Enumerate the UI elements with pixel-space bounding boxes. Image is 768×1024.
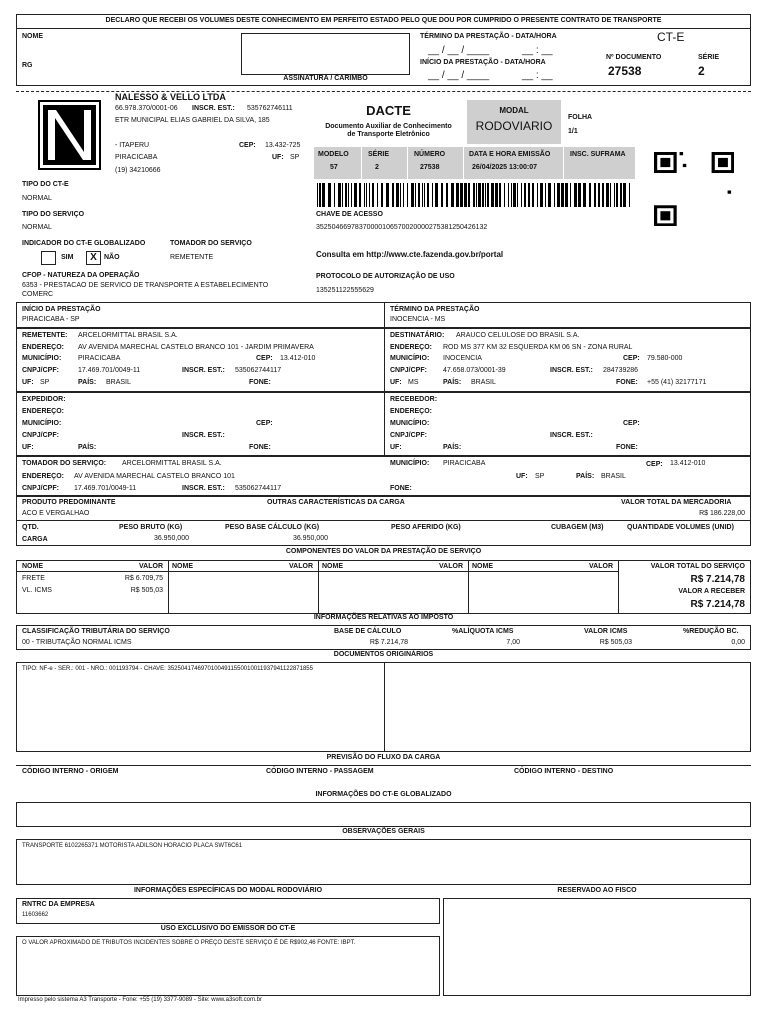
cte-label: CT-E xyxy=(657,30,685,44)
remetente-uf: SP xyxy=(40,379,50,386)
dacte-serie-value: 2 xyxy=(375,164,379,171)
remetente-uf-label: UF: xyxy=(22,379,34,386)
componentes-title: COMPONENTES DO VALOR DA PRESTAÇÃO DE SERVIÇO xyxy=(285,548,482,555)
divider xyxy=(16,765,751,766)
qtd-carga-label: CARGA xyxy=(22,536,48,543)
modal-value: RODOVIARIO xyxy=(475,119,553,133)
remetente-cnpj: 17.469.701/0049-11 xyxy=(78,367,141,374)
comp-valor-header-2: VALOR xyxy=(289,563,313,570)
company-logo xyxy=(38,100,101,170)
tomador-ie: 535062744117 xyxy=(235,485,282,492)
delivery-start-time[interactable]: __ : __ xyxy=(522,70,553,81)
divider xyxy=(384,328,385,392)
valor-icms: R$ 505,03 xyxy=(599,639,632,646)
tomador-cnpj: 17.469.701/0049-11 xyxy=(74,485,137,492)
valor-total-label: VALOR TOTAL DO SERVIÇO xyxy=(650,563,745,570)
rntrc-label: RNTRC DA EMPRESA xyxy=(22,901,95,908)
base-calculo-label: BASE DE CÁLCULO xyxy=(334,628,402,635)
company-address-2: - ITAPERU xyxy=(115,142,150,149)
receipt-name-label: NOME xyxy=(22,33,43,40)
peso-aferido-label: PESO AFERIDO (KG) xyxy=(391,524,461,531)
remetente-municipio: PIRACICABA xyxy=(78,355,121,362)
company-city: PIRACICABA xyxy=(115,154,158,161)
rntrc-value: 11603662 xyxy=(22,912,49,918)
tomador-uf-label: UF: xyxy=(516,473,528,480)
delivery-end-date[interactable]: __ / __ / ____ xyxy=(428,45,490,56)
remetente-pais-label: PAÍS: xyxy=(78,379,97,386)
comp-nome-header-4: NOME xyxy=(472,563,493,570)
documentos-title: DOCUMENTOS ORIGINÁRIOS xyxy=(333,651,434,658)
remetente-municipio-label: MUNICÍPIO: xyxy=(22,355,62,362)
folha-label: FOLHA xyxy=(568,114,593,121)
divider xyxy=(16,571,618,572)
destinatario-cnpj: 47.658.073/0001-39 xyxy=(443,367,506,374)
termino-prestacao-value: INOCENCIA - MS xyxy=(390,316,446,323)
recebedor-fone-label: FONE: xyxy=(616,444,638,451)
signature-label: ASSINATURA / CARIMBO xyxy=(283,75,368,82)
tomador-fone-label: FONE: xyxy=(390,485,412,492)
fluxo-title: PREVISÃO DO FLUXO DA CARGA xyxy=(326,754,441,761)
comp-frete-value: R$ 6.709,75 xyxy=(124,575,163,582)
comp-icms-name: VL. ICMS xyxy=(22,587,52,594)
signature-box[interactable] xyxy=(241,33,410,75)
numero-label: NÚMERO xyxy=(414,151,446,158)
company-cep-label: CEP: xyxy=(239,142,256,149)
codigo-destino-label: CÓDIGO INTERNO - DESTINO xyxy=(514,768,614,775)
destinatario-pais-label: PAÍS: xyxy=(443,379,462,386)
tomador-ie-label: INSCR. EST.: xyxy=(182,485,225,492)
tomador-cnpj-label: CNPJ/CPF: xyxy=(22,485,59,492)
remetente-cep: 13.412-010 xyxy=(280,355,316,362)
comp-valor-header-4: VALOR xyxy=(589,563,613,570)
classificacao-value: 00 - TRIBUTAÇÃO NORMAL ICMS xyxy=(22,639,132,646)
globalizado-title: INFORMAÇÕES DO CT-E GLOBALIZADO xyxy=(315,791,452,798)
reducao: 0,00 xyxy=(731,639,745,646)
sim-label: SIM xyxy=(61,254,74,261)
divider xyxy=(384,392,385,456)
qtd-volumes-label: QUANTIDADE VOLUMES (UNID) xyxy=(627,524,734,531)
destinatario-uf-label: UF: xyxy=(390,379,402,386)
divider xyxy=(384,302,385,328)
recebedor-pais-label: PAÍS: xyxy=(443,444,462,451)
modal-label: MODAL xyxy=(499,106,529,115)
remetente-ie-label: INSCR. EST.: xyxy=(182,367,225,374)
destinatario-ie: 284739286 xyxy=(603,367,639,374)
delivery-start-date[interactable]: __ / __ / ____ xyxy=(428,70,490,81)
destinatario-municipio: INOCENCIA xyxy=(443,355,482,362)
comp-valor-header-3: VALOR xyxy=(439,563,463,570)
observacoes-title: OBSERVAÇÕES GERAIS xyxy=(342,828,425,835)
outras-carac-label: OUTRAS CARACTERÍSTICAS DA CARGA xyxy=(267,499,405,506)
peso-base: 36.950,000 xyxy=(292,535,328,542)
produto-label: PRODUTO PREDOMINANTE xyxy=(22,499,116,506)
emissao-label: DATA E HORA EMISSÃO xyxy=(469,151,551,158)
divider xyxy=(16,28,751,29)
recebedor-municipio-label: MUNICÍPIO: xyxy=(390,420,430,427)
numero-value: 27538 xyxy=(420,164,440,171)
destinatario-uf: MS xyxy=(408,379,419,386)
delivery-start-label: INÍCIO DA PRESTAÇÃO - DATA/HORA xyxy=(420,59,546,66)
divider xyxy=(618,560,619,614)
tipo-servico-label: TIPO DO SERVIÇO xyxy=(22,211,85,218)
rodoviario-title: INFORMAÇÕES ESPECÍFICAS DO MODAL RODOVIÁRIO xyxy=(133,887,323,894)
emissao-value: 26/04/2025 13:00:07 xyxy=(472,164,537,171)
destinatario-endereco-label: ENDEREÇO: xyxy=(390,344,433,351)
remetente-endereco: AV AVENIDA MARECHAL CASTELO BRANCO 101 - JARDIM PRIMAVERA xyxy=(78,344,314,351)
expedidor-cep-label: CEP: xyxy=(256,420,273,427)
tomador-value: REMETENTE xyxy=(170,254,214,261)
recebedor-endereco-label: ENDEREÇO: xyxy=(390,408,433,415)
tomador-municipio-label: MUNICÍPIO: xyxy=(390,460,430,467)
fisco-title: RESERVADO AO FISCO xyxy=(557,887,637,894)
receipt-rg-label: RG xyxy=(22,62,33,69)
divider xyxy=(468,560,469,614)
expedidor-fone-label: FONE: xyxy=(249,444,271,451)
tomador-pais-label: PAÍS: xyxy=(576,473,595,480)
remetente-endereco-label: ENDEREÇO: xyxy=(22,344,65,351)
company-ie: 535762746111 xyxy=(247,105,293,112)
remetente-fone-label: FONE: xyxy=(249,379,271,386)
company-name: NALESSO & VELLO LTDA xyxy=(115,92,226,102)
destinatario-fone-label: FONE: xyxy=(616,379,638,386)
delivery-end-time[interactable]: __ : __ xyxy=(522,45,553,56)
codigo-passagem-label: CÓDIGO INTERNO - PASSAGEM xyxy=(266,768,374,775)
remetente-cep-label: CEP: xyxy=(256,355,273,362)
indicador-label: INDICADOR DO CT-E GLOBALIZADO xyxy=(22,240,146,247)
peso-bruto-label: PESO BRUTO (KG) xyxy=(119,524,183,531)
destinatario-endereco: ROD MS 377 KM 32 ESQUERDA KM 06 SN - ZONA RURAL xyxy=(443,344,633,351)
chave-label: CHAVE DE ACESSO xyxy=(316,211,383,218)
serie-value: 2 xyxy=(698,64,705,78)
destinatario-municipio-label: MUNICÍPIO: xyxy=(390,355,430,362)
cubagem-label: CUBAGEM (M3) xyxy=(551,524,604,531)
recebedor-uf-label: UF: xyxy=(390,444,402,451)
recebedor-cnpj-label: CNPJ/CPF: xyxy=(390,432,427,439)
nao-label: NÃO xyxy=(104,254,120,261)
destinatario-name: ARAUCO CELULOSE DO BRASIL S.A. xyxy=(456,332,580,339)
chave-value[interactable]: 35250466978370000106570020000275381250426132 xyxy=(316,224,488,231)
tomador-servico-name: ARCELORMITTAL BRASIL S.A. xyxy=(122,460,222,467)
company-cnpj: 66.978.370/0001-06 xyxy=(115,105,178,112)
observacoes-text: TRANSPORTE 6102265371 MOTORISTA ADILSON HORACIO PLACA SWT6C61 xyxy=(22,843,243,849)
dacte-subtitle-1: Documento Auxiliar de Conhecimento xyxy=(325,123,452,130)
cfop-value-1: 6353 - PRESTACAO DE SERVICO DE TRANSPORTE A ESTABELECIMENTO xyxy=(22,282,269,289)
divider xyxy=(16,520,751,521)
divider xyxy=(384,662,385,752)
peso-bruto: 36.950,000 xyxy=(153,535,189,542)
divider xyxy=(168,560,169,614)
footer-text: Impresso pelo sistema A3 Transporte - Fone: +55 (19) 3377-9089 - Site: www.a3soft.com.br xyxy=(18,997,262,1003)
sim-checkbox[interactable] xyxy=(41,251,56,265)
recebedor-cep-label: CEP: xyxy=(623,420,640,427)
tomador-municipio: PIRACICABA xyxy=(443,460,486,467)
inicio-prestacao-label: INÍCIO DA PRESTAÇÃO xyxy=(22,306,101,313)
comp-nome-header-1: NOME xyxy=(22,563,43,570)
expedidor-pais-label: PAÍS: xyxy=(78,444,97,451)
modelo-value: 57 xyxy=(330,164,338,171)
aliquota: 7,00 xyxy=(506,639,520,646)
company-cep: 13.432-725 xyxy=(265,142,301,149)
tomador-endereco: AV AVENIDA MARECHAL CASTELO BRANCO 101 xyxy=(74,473,235,480)
expedidor-label: EXPEDIDOR: xyxy=(22,396,66,403)
protocolo-label: PROTOCOLO DE AUTORIZAÇÃO DE USO xyxy=(316,273,455,280)
comp-valor-header-1: VALOR xyxy=(139,563,163,570)
tomador-servico-label: TOMADOR DO SERVIÇO: xyxy=(22,460,107,467)
comp-icms-value: R$ 505,03 xyxy=(130,587,163,594)
destinatario-ie-label: INSCR. EST.: xyxy=(550,367,593,374)
remetente-pais: BRASIL xyxy=(106,379,131,386)
expedidor-cnpj-label: CNPJ/CPF: xyxy=(22,432,59,439)
recebedor-label: RECEBEDOR: xyxy=(390,396,438,403)
remetente-ie: 535062744117 xyxy=(235,367,282,374)
doc-number: 27538 xyxy=(608,64,642,78)
company-uf-label: UF: xyxy=(272,154,284,161)
base-calculo: R$ 7.214,78 xyxy=(369,639,408,646)
nao-checkbox[interactable]: X xyxy=(86,251,101,265)
comp-frete-name: FRETE xyxy=(22,575,45,582)
recebedor-ie-label: INSCR. EST.: xyxy=(550,432,593,439)
tomador-endereco-label: ENDEREÇO: xyxy=(22,473,65,480)
destinatario-pais: BRASIL xyxy=(471,379,496,386)
modelo-label: MODELO xyxy=(318,151,349,158)
classificacao-label: CLASSIFICAÇÃO TRIBUTÁRIA DO SERVIÇO xyxy=(22,628,170,635)
valor-total: R$ 7.214,78 xyxy=(690,574,745,585)
globalizado-box xyxy=(16,802,751,827)
divider xyxy=(318,560,319,614)
destinatario-cep-label: CEP: xyxy=(623,355,640,362)
cfop-label: CFOP - NATUREZA DA OPERAÇÃO xyxy=(22,272,140,279)
company-address: ETR MUNICIPAL ELIAS GABRIEL DA SILVA, 185 xyxy=(115,117,270,124)
uso-exclusivo-title: USO EXCLUSIVO DO EMISSOR DO CT-E xyxy=(160,925,296,932)
valor-icms-label: VALOR ICMS xyxy=(584,628,628,635)
destinatario-cnpj-label: CNPJ/CPF: xyxy=(390,367,427,374)
tomador-pais: BRASIL xyxy=(601,473,626,480)
doc-number-label: Nº DOCUMENTO xyxy=(606,54,662,61)
serie-label: SÉRIE xyxy=(698,54,720,61)
qtd-label: QTD. xyxy=(22,524,39,531)
barcode-icon xyxy=(315,183,635,207)
delivery-end-label: TÉRMINO DA PRESTAÇÃO - DATA/HORA xyxy=(420,33,557,40)
fisco-box xyxy=(443,898,751,996)
tomador-cep: 13.412-010 xyxy=(670,460,706,467)
tipo-servico-value: NORMAL xyxy=(22,224,52,231)
comp-nome-header-3: NOME xyxy=(322,563,343,570)
protocolo-value: 135251122555629 xyxy=(316,287,374,294)
suframa-label: INSC. SUFRAMA xyxy=(570,151,626,158)
receipt-declaration: DECLARO QUE RECEBI OS VOLUMES DESTE CONHECIMENTO EM PERFEITO ESTADO PELO QUE DOU POR CUMPRIDO O PRESENTE CONTRATO DE TRANSPORTE xyxy=(105,17,662,24)
company-ie-label: INSCR. EST.: xyxy=(192,105,235,112)
company-uf: SP xyxy=(290,154,300,161)
peso-base-label: PESO BASE CÁLCULO (KG) xyxy=(225,524,320,531)
termino-prestacao-label: TÉRMINO DA PRESTAÇÃO xyxy=(390,306,480,313)
inicio-prestacao-value: PIRACICABA - SP xyxy=(22,316,80,323)
expedidor-uf-label: UF: xyxy=(22,444,34,451)
qr-code-icon xyxy=(654,152,734,226)
logo-n-icon xyxy=(38,100,101,170)
expedidor-endereco-label: ENDEREÇO: xyxy=(22,408,65,415)
cfop-value-2: COMERC xyxy=(22,291,54,298)
remetente-label: REMETENTE: xyxy=(22,332,68,339)
comp-nome-header-2: NOME xyxy=(172,563,193,570)
documento-line: TIPO: NF-e - SER.: 001 - NRO.: 001193794 - CHAVE: 35250417469701004911550010011937941122871855 xyxy=(22,666,313,672)
company-phone: (19) 34210666 xyxy=(115,167,161,174)
destinatario-label: DESTINATÁRIO: xyxy=(390,332,445,339)
reducao-label: %REDUÇÃO BC. xyxy=(683,628,739,635)
valor-receber: R$ 7.214,78 xyxy=(690,599,745,610)
consulta-link[interactable]: Consulta em http://www.cte.fazenda.gov.br/portal xyxy=(316,250,504,259)
destinatario-cep: 79.580-000 xyxy=(647,355,683,362)
destinatario-fone: +55 (41) 32177171 xyxy=(647,379,707,386)
dacte-title: DACTE xyxy=(366,103,411,118)
tipo-cte-value: NORMAL xyxy=(22,195,52,202)
tipo-cte-label: TIPO DO CT-E xyxy=(22,181,69,188)
codigo-origem-label: CÓDIGO INTERNO - ORIGEM xyxy=(22,768,119,775)
remetente-name: ARCELORMITTAL BRASIL S.A. xyxy=(78,332,178,339)
imposto-title: INFORMAÇÕES RELATIVAS AO IMPOSTO xyxy=(313,614,454,621)
expedidor-ie-label: INSCR. EST.: xyxy=(182,432,225,439)
tomador-uf: SP xyxy=(535,473,545,480)
dacte-subtitle-2: de Transporte Eletrônico xyxy=(347,131,430,138)
tomador-cep-label: CEP: xyxy=(646,461,663,468)
dacte-serie-label: SÉRIE xyxy=(368,151,390,158)
uso-exclusivo-text: O VALOR APROXIMADO DE TRIBUTOS INCIDENTES SOBRE O PREÇO DESTE SERVIÇO É DE R$902,46 FONTE: IBPT. xyxy=(22,940,356,946)
tomador-label: TOMADOR DO SERVIÇO xyxy=(170,240,252,247)
valor-mercadoria-label: VALOR TOTAL DA MERCADORIA xyxy=(621,499,732,506)
valor-mercadoria: R$ 186.228,00 xyxy=(699,510,745,517)
folha-value: 1/1 xyxy=(568,128,578,135)
aliquota-label: %ALÍQUOTA ICMS xyxy=(452,628,514,635)
valor-receber-label: VALOR A RECEBER xyxy=(678,588,745,595)
produto-value: ACO E VERGALHAO xyxy=(22,510,90,517)
expedidor-municipio-label: MUNICÍPIO: xyxy=(22,420,62,427)
remetente-cnpj-label: CNPJ/CPF: xyxy=(22,367,59,374)
